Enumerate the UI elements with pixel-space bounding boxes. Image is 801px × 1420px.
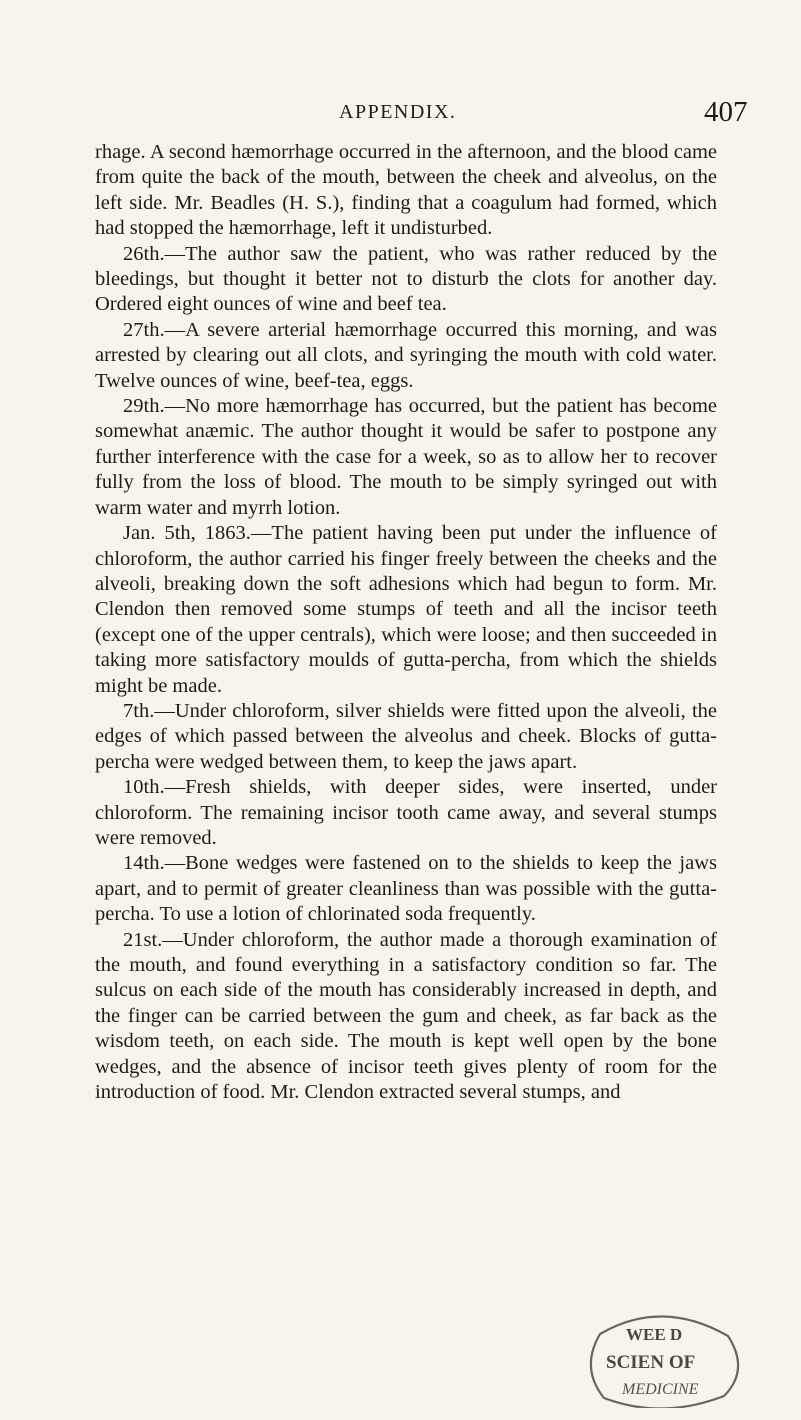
running-head bbox=[0, 92, 801, 132]
paragraph-27th: 27th.—A severe arterial hæmorrhage occurred this morning, and was arrested by clearing out all clots, and syringing the mouth with cold water. Twelve ounces of wine, beef-tea, eggs. bbox=[95, 318, 717, 392]
page-number: 407 bbox=[704, 96, 748, 128]
library-stamp-icon bbox=[582, 1308, 742, 1408]
paragraph-14th: 14th.—Bone wedges were fastened on to the shields to keep the jaws apart, and to permit of greater cleanliness than was possible with the gutta-percha. To use a lotion of chlorinated soda frequently. bbox=[95, 852, 717, 926]
paragraph-continuation: rhage. A second hæmorrhage occurred in the afternoon, and the blood came from quite the back of the mouth, between the cheek and alveolus, on the left side. Mr. Beadles (H. S.), finding that a coagulum had formed, which had stopped the hæmorrhage, left it undisturbed. bbox=[95, 141, 717, 240]
stamp-line-2: SCIEN OF bbox=[606, 1352, 696, 1373]
paragraph-jan-5th: Jan. 5th, 1863.—The patient having been put under the influence of chloroform, the author carried his finger freely between the cheeks and the alveoli, breaking down the soft adhesions which had begun to form. Mr. Clendon then removed some stumps of teeth and all the incisor teeth (except one of the upper centrals), which were loose; and then succeeded in taking more satisfactory moulds of gutta-percha, from which the shields might be made. bbox=[95, 522, 717, 697]
paragraph-21st: 21st.—Under chloroform, the author made a thorough examination of the mouth, and found everything in a satisfactory condition so far. The sulcus on each side of the mouth has considerably increased in depth, and the finger can be carried between the gum and cheek, as far back as the wisdom teeth, on each side. The mouth is kept well open by the bone wedges, and the absence of incisor teeth gives plenty of room for the introduction of food. Mr. Clendon extracted several stumps, and bbox=[95, 928, 717, 1104]
stamp-line-1: WEE D bbox=[626, 1325, 683, 1344]
paragraph-26th: 26th.—The author saw the patient, who was rather reduced by the bleedings, but thought it better not to disturb the clots for another day. Ordered eight ounces of wine and beef tea. bbox=[95, 242, 717, 316]
paragraph-29th: 29th.—No more hæmorrhage has occurred, but the patient has become somewhat anæmic. The author thought it would be safer to postpone any further interference with the case for a week, so as to allow her to recover fully from the loss of blood. The mouth to be simply syringed out with warm water and myrrh lotion. bbox=[95, 395, 717, 519]
stamp-line-3: MEDICINE bbox=[622, 1381, 699, 1398]
paragraph-7th: 7th.—Under chloroform, silver shields were fitted upon the alveoli, the edges of which passed between the alveolus and cheek. Blocks of gutta-percha were wedged between them, to keep the jaws apart. bbox=[95, 699, 717, 773]
running-title: APPENDIX. bbox=[339, 101, 457, 123]
paragraph-10th: 10th.—Fresh shields, with deeper sides, were inserted, under chloroform. The remaining incisor tooth came away, and several stumps were removed. bbox=[95, 776, 717, 849]
library-stamp-graphic bbox=[582, 1308, 742, 1408]
body-text bbox=[95, 140, 717, 1105]
